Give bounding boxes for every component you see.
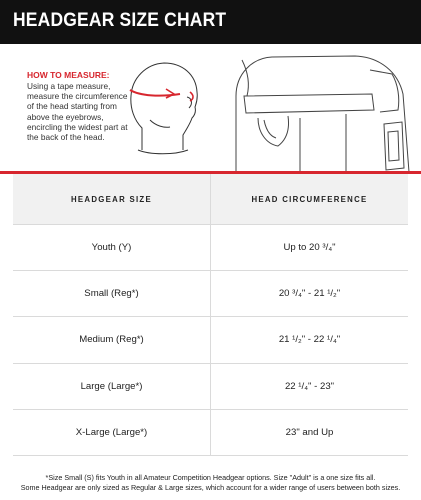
table-row [13,409,408,455]
page-title: HEADGEAR SIZE CHART [13,10,227,31]
circumference-cell: 20 ³/₄" - 21 ¹/₂" [211,271,409,317]
how-to-measure-text: Using a tape measure, measure the circumference of the head starting from above the eyebrows, encircling the widest part at the back of the head. [27,81,128,143]
circumference-cell: Up to 20 ³/₄" [211,225,409,271]
arrow-icon [166,89,174,98]
footnote-line-2: Some Headgear are only sized as Regular & Large sizes, which account for a wider range of users between both sizes. [20,483,401,492]
size-cell: X-Large (Large*) [13,409,211,455]
circumference-cell: 23" and Up [211,409,409,455]
circumference-cell: 21 ¹/₂" - 22 ¹/₄" [211,317,409,363]
table-header-row [13,174,408,225]
footnote [0,473,421,493]
column-header-size: HEADGEAR SIZE [13,174,211,225]
circumference-cell: 22 ¹/₄" - 23" [211,363,409,409]
size-cell: Medium (Reg*) [13,317,211,363]
column-header-circumference: HEAD CIRCUMFERENCE [211,174,409,225]
table-row [13,225,408,271]
size-table [13,174,408,456]
size-cell: Small (Reg*) [13,271,211,317]
head-measure-illustration [131,63,197,154]
table-row [13,271,408,317]
size-cell: Youth (Y) [13,225,211,271]
how-to-measure-title: HOW TO MEASURE: [27,70,110,80]
size-cell: Large (Large*) [13,363,211,409]
illustration-area [0,0,421,172]
footnote-line-1: *Size Small (S) fits Youth in all Amateur Competition Headgear options. Size "Adult" is a one size fits all. [45,473,376,482]
headgear-illustration [236,56,409,172]
table-row [13,317,408,363]
table-row [13,363,408,409]
